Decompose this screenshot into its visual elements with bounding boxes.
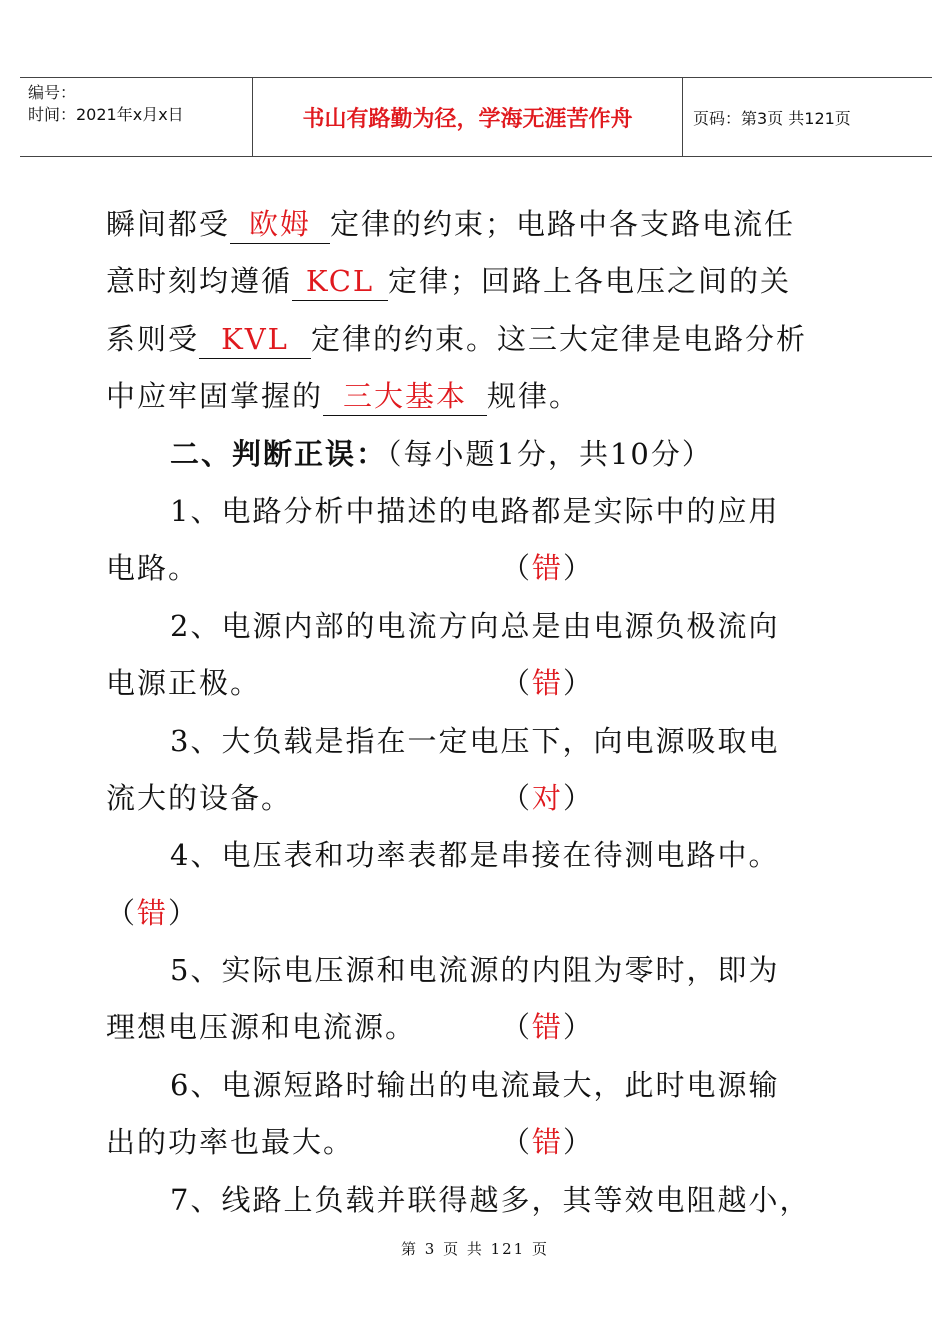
text-line [106,315,866,372]
answer-value: 对 [532,780,564,815]
section-note: （每小题1分，共10分） [387,436,713,471]
answer-value: 错 [137,895,169,930]
header-meta [20,78,252,156]
question-line: 3、大负载是指在一定电压下，向电源吸取电 [170,723,780,758]
text: 电路。 [106,551,200,586]
answer-value: 错 [532,666,564,701]
question-line: 7、线路上负载并联得越多，其等效电阻越小， [170,1182,811,1217]
answer [501,774,594,822]
answer [501,659,594,707]
question-line: 2、电源内部的电流方向总是由电源负极流向 [170,608,780,643]
paren: ） [168,895,200,930]
text: 中应牢固掌握的 [106,379,324,414]
time-label: 时间：2021年x月x日 [28,105,184,124]
document-body [106,200,866,1233]
text: 意时刻均遵循 [106,264,293,299]
question-line: 1、电路分析中描述的电路都是实际中的应用 [170,493,780,528]
paren: ） [563,1125,595,1160]
answer-blank: KVL [199,320,311,359]
text: 理想电压源和电流源。 [106,1010,417,1045]
paren: （ [501,1010,533,1045]
page-code: 页码：第3页 共121页 [693,108,851,128]
question-line [106,659,866,716]
text-line [106,257,866,314]
question-line: 4、电压表和功率表都是串接在待测电路中。 [170,838,780,873]
section-title: 二、判断正误： [170,436,388,471]
answer-value: 错 [532,1010,564,1045]
paren: ） [563,551,595,586]
question-line: 6、电源短路时输出的电流最大，此时电源输 [170,1067,780,1102]
page-footer: 第 3 页 共 121 页 [400,1240,549,1258]
text: 规律。 [487,379,581,414]
text: 瞬间都受 [106,207,231,241]
text: 定律；回路上各电压之间的关 [388,264,792,299]
paren: ） [563,666,595,701]
question-line [106,1118,866,1175]
answer [106,889,199,937]
text-line [106,200,866,257]
question-line [106,774,866,831]
answer [501,544,594,592]
text: 定律的约束。这三大定律是电路分析 [311,321,808,356]
text-line [106,372,866,429]
question-line [106,1003,866,1060]
question-line: 5、实际电压源和电流源的内阻为零时，即为 [170,953,780,988]
page-header [20,77,932,157]
text: 出的功率也最大。 [106,1125,355,1160]
answer-value: 错 [532,551,564,586]
answer-blank: KCL [292,262,388,301]
paren: ） [563,780,595,815]
answer-blank: 欧姆 [230,205,330,244]
text: 流大的设备。 [106,780,293,815]
answer [501,1003,594,1051]
paren: （ [501,551,533,586]
question-line [106,544,866,601]
paren: （ [501,780,533,815]
answer [501,1118,594,1166]
motto: 书山有路勤为径，学海无涯苦作舟 [252,78,683,156]
text: 系则受 [106,321,200,356]
paren: （ [106,895,138,930]
text: 电源正极。 [106,666,262,701]
paren: ） [563,1010,595,1045]
paren: （ [501,1125,533,1160]
answer-value: 错 [532,1125,564,1160]
text: 定律的约束；电路中各支路电流任 [330,207,796,241]
paren: （ [501,666,533,701]
answer-blank: 三大基本 [323,377,487,416]
question-line [106,889,866,946]
section-heading [106,430,866,487]
serial-label: 编号： [28,83,77,102]
